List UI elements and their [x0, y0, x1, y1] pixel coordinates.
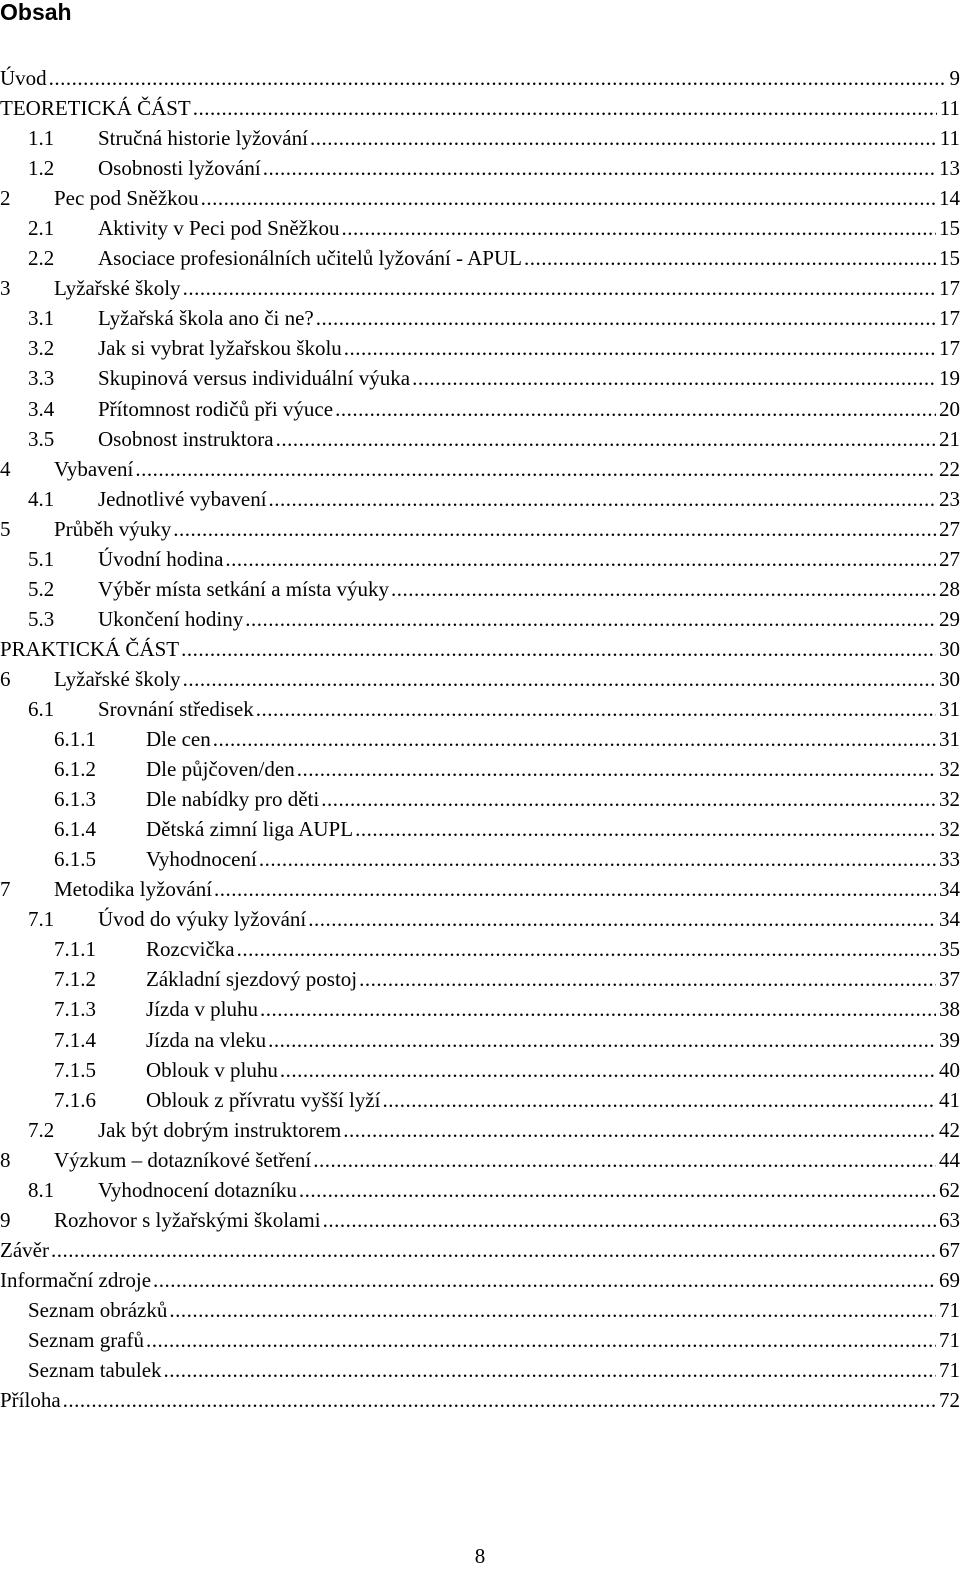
- toc-entry-page: 33: [939, 844, 960, 874]
- toc-entry-page: 34: [939, 874, 960, 904]
- toc-entry-number: 6.1.1: [54, 724, 146, 754]
- toc-entry-label: TEORETICKÁ ČÁST: [0, 93, 191, 123]
- toc-entry-number: 8: [0, 1145, 54, 1175]
- toc-entry-number: 1.2: [28, 153, 98, 183]
- toc-entry-page: 19: [939, 363, 960, 393]
- toc-entry-label: Osobnosti lyžování: [98, 153, 261, 183]
- toc-entry-page: 72: [939, 1385, 960, 1415]
- toc-entry-page: 13: [939, 153, 960, 183]
- toc-entry-label: Lyžařská škola ano či ne?: [98, 303, 314, 333]
- toc-entry[interactable]: [0, 484, 960, 514]
- toc-entry-page: 21: [939, 424, 960, 454]
- toc-entry-number: 3.4: [28, 394, 98, 424]
- toc-entry-number: 7.1.4: [54, 1025, 146, 1055]
- toc-entry-page: 39: [939, 1025, 960, 1055]
- toc-entry-number: 1.1: [28, 123, 98, 153]
- toc-entry-page: 71: [939, 1355, 960, 1385]
- toc-entry-page: 69: [939, 1265, 960, 1295]
- toc-entry-label: Oblouk z přívratu vyšší lyží: [146, 1085, 380, 1115]
- toc-entry[interactable]: [0, 1085, 960, 1115]
- toc-entry-page: 34: [939, 904, 960, 934]
- toc-entry-number: 5.2: [28, 574, 98, 604]
- toc-entry[interactable]: [0, 724, 960, 754]
- toc-entry-page: 62: [939, 1175, 960, 1205]
- toc-entry[interactable]: [0, 1355, 960, 1385]
- toc-entry-page: 23: [939, 484, 960, 514]
- toc-entry-number: 3.5: [28, 424, 98, 454]
- toc-entry-label: Dle nabídky pro děti: [146, 784, 319, 814]
- toc-entry-number: 5.3: [28, 604, 98, 634]
- toc-entry-number: 7.1.5: [54, 1055, 146, 1085]
- toc-entry-label: Seznam obrázků: [28, 1295, 167, 1325]
- toc-entry-label: Jízda v pluhu: [146, 994, 258, 1024]
- dot-leader: [153, 1265, 936, 1295]
- dot-leader: [259, 844, 936, 874]
- toc-entry-page: 30: [939, 664, 960, 694]
- toc-entry[interactable]: [0, 1175, 960, 1205]
- toc-entry-page: 30: [939, 634, 960, 664]
- toc-entry-page: 38: [939, 994, 960, 1024]
- toc-entry-page: 15: [939, 213, 960, 243]
- toc-entry-page: 35: [939, 934, 960, 964]
- toc-entry-label: Seznam grafů: [28, 1325, 144, 1355]
- toc-entry-page: 44: [939, 1145, 960, 1175]
- toc-entry-number: 2.1: [28, 213, 98, 243]
- dot-leader: [269, 484, 936, 514]
- dot-leader: [344, 333, 936, 363]
- dot-leader: [308, 904, 936, 934]
- toc-entry-label: Jak si vybrat lyžařskou školu: [98, 333, 342, 363]
- toc-entry-number: 3.2: [28, 333, 98, 363]
- toc-entry-label: Průběh výuky: [54, 514, 171, 544]
- toc-entry[interactable]: [0, 994, 960, 1024]
- toc-entry-label: Ukončení hodiny: [98, 604, 243, 634]
- toc-entry-page: 63: [939, 1205, 960, 1235]
- dot-leader: [193, 93, 937, 123]
- toc-entry-page: 67: [939, 1235, 960, 1265]
- toc-entry-label: Úvod: [0, 63, 47, 93]
- toc-entry[interactable]: [0, 183, 960, 213]
- toc-entry-label: Seznam tabulek: [28, 1355, 162, 1385]
- toc-entry-label: Oblouk v pluhu: [146, 1055, 278, 1085]
- dot-leader: [321, 784, 936, 814]
- dot-leader: [341, 213, 936, 243]
- dot-leader: [323, 1205, 936, 1235]
- toc-entry-number: 7.1.1: [54, 934, 146, 964]
- toc-entry[interactable]: [0, 243, 960, 273]
- toc-entry-page: 71: [939, 1295, 960, 1325]
- toc-entry-number: 5: [0, 514, 54, 544]
- toc-entry[interactable]: [0, 664, 960, 694]
- toc-entry-label: Přítomnost rodičů při výuce: [98, 394, 333, 424]
- dot-leader: [183, 273, 936, 303]
- toc-entry[interactable]: [0, 754, 960, 784]
- toc-entry-number: 4: [0, 454, 54, 484]
- toc-entry-number: 7.1.3: [54, 994, 146, 1024]
- toc-entry-page: 22: [939, 454, 960, 484]
- dot-leader: [237, 934, 936, 964]
- toc-entry-number: 7.1.6: [54, 1085, 146, 1115]
- dot-leader: [135, 454, 936, 484]
- dot-leader: [313, 1145, 936, 1175]
- dot-leader: [245, 604, 936, 634]
- toc-entry-page: 32: [939, 754, 960, 784]
- dot-leader: [260, 994, 936, 1024]
- dot-leader: [183, 664, 936, 694]
- toc-entry-number: 2: [0, 183, 54, 213]
- toc-entry-label: Jednotlivé vybavení: [98, 484, 267, 514]
- toc-entry[interactable]: [0, 424, 960, 454]
- toc-entry-label: PRAKTICKÁ ČÁST: [0, 634, 179, 664]
- dot-leader: [263, 153, 936, 183]
- dot-leader: [355, 814, 936, 844]
- dot-leader: [335, 394, 936, 424]
- dot-leader: [201, 183, 936, 213]
- toc-entry-number: 4.1: [28, 484, 98, 514]
- dot-leader: [297, 754, 936, 784]
- toc-entry-page: 31: [939, 724, 960, 754]
- dot-leader: [256, 694, 936, 724]
- toc-entry[interactable]: [0, 394, 960, 424]
- toc-entry-label: Základní sjezdový postoj: [146, 964, 357, 994]
- toc-entry-page: 11: [940, 123, 960, 153]
- toc-entry-page: 14: [939, 183, 960, 213]
- dot-leader: [173, 514, 936, 544]
- dot-leader: [146, 1325, 936, 1355]
- toc-entry[interactable]: [0, 363, 960, 393]
- dot-leader: [299, 1175, 936, 1205]
- toc-entry-label: Úvodní hodina: [98, 544, 223, 574]
- toc-entry-number: 6.1.4: [54, 814, 146, 844]
- toc-entry-number: 9: [0, 1205, 54, 1235]
- dot-leader: [49, 63, 947, 93]
- dot-leader: [524, 243, 936, 273]
- dot-leader: [268, 1025, 936, 1055]
- toc-entry[interactable]: [0, 123, 960, 153]
- toc-entry-page: 17: [939, 303, 960, 333]
- dot-leader: [343, 1115, 936, 1145]
- toc-entry-label: Dětská zimní liga AUPL: [146, 814, 353, 844]
- toc-entry-label: Závěr: [0, 1235, 49, 1265]
- toc-entry-label: Asociace profesionálních učitelů lyžování - APUL: [98, 243, 522, 273]
- dot-leader: [280, 1055, 936, 1085]
- toc-entry-label: Vyhodnocení dotazníku: [98, 1175, 297, 1205]
- toc-entry-number: 5.1: [28, 544, 98, 574]
- toc-entry[interactable]: [0, 63, 960, 93]
- toc-entry-label: Lyžařské školy: [54, 273, 181, 303]
- toc-entry-number: 3: [0, 273, 54, 303]
- toc-entry-label: Dle půjčoven/den: [146, 754, 295, 784]
- toc-entry[interactable]: [0, 514, 960, 544]
- toc-entry-page: 31: [939, 694, 960, 724]
- dot-leader: [169, 1295, 936, 1325]
- toc-entry[interactable]: [0, 333, 960, 363]
- toc-entry[interactable]: [0, 814, 960, 844]
- toc-entry-page: 28: [939, 574, 960, 604]
- toc-entry-label: Stručná historie lyžování: [98, 123, 308, 153]
- dot-leader: [382, 1085, 936, 1115]
- toc-entry-page: 32: [939, 814, 960, 844]
- toc-entry-page: 9: [950, 63, 960, 93]
- toc-entry[interactable]: [0, 273, 960, 303]
- toc-entry-label: Lyžařské školy: [54, 664, 181, 694]
- toc-entry-page: 27: [939, 514, 960, 544]
- toc-entry[interactable]: [0, 1025, 960, 1055]
- toc-entry-page: 17: [939, 333, 960, 363]
- toc-entry-page: 32: [939, 784, 960, 814]
- toc-entry-number: 6.1.2: [54, 754, 146, 784]
- dot-leader: [316, 303, 936, 333]
- toc-entry-number: 8.1: [28, 1175, 98, 1205]
- toc-entry[interactable]: [0, 694, 960, 724]
- toc-entry-number: 7: [0, 874, 54, 904]
- toc-entry[interactable]: [0, 1145, 960, 1175]
- toc-entry-label: Výběr místa setkání a místa výuky: [98, 574, 389, 604]
- toc-entry-page: 71: [939, 1325, 960, 1355]
- toc-entry[interactable]: [0, 93, 960, 123]
- page-number: 8: [0, 1541, 960, 1571]
- dot-leader: [51, 1235, 936, 1265]
- toc-entry[interactable]: [0, 1295, 960, 1325]
- dot-leader: [164, 1355, 936, 1385]
- toc-entry-label: Skupinová versus individuální výuka: [98, 363, 410, 393]
- dot-leader: [63, 1385, 936, 1415]
- dot-leader: [310, 123, 937, 153]
- toc-entry-page: 15: [939, 243, 960, 273]
- dot-leader: [412, 363, 936, 393]
- toc-entry-number: 7.1.2: [54, 964, 146, 994]
- toc-entry[interactable]: [0, 213, 960, 243]
- toc-entry-number: 3.1: [28, 303, 98, 333]
- toc-entry[interactable]: [0, 544, 960, 574]
- dot-leader: [181, 634, 936, 664]
- toc-entry-label: Výzkum – dotazníkové šetření: [54, 1145, 311, 1175]
- toc-entry-number: 6.1.3: [54, 784, 146, 814]
- dot-leader: [214, 874, 936, 904]
- toc-entry-page: 11: [940, 93, 960, 123]
- table-of-contents: [0, 63, 960, 1415]
- toc-entry[interactable]: [0, 784, 960, 814]
- toc-entry[interactable]: [0, 153, 960, 183]
- dot-leader: [213, 724, 936, 754]
- toc-entry-page: 41: [939, 1085, 960, 1115]
- toc-entry[interactable]: [0, 1055, 960, 1085]
- toc-entry[interactable]: [0, 1115, 960, 1145]
- toc-entry[interactable]: [0, 874, 960, 904]
- toc-entry-label: Rozcvička: [146, 934, 235, 964]
- toc-entry-label: Jak být dobrým instruktorem: [98, 1115, 341, 1145]
- toc-entry-number: 7.1: [28, 904, 98, 934]
- toc-entry[interactable]: [0, 574, 960, 604]
- toc-entry-label: Pec pod Sněžkou: [54, 183, 199, 213]
- toc-entry-label: Úvod do výuky lyžování: [98, 904, 306, 934]
- toc-entry-page: 37: [939, 964, 960, 994]
- toc-entry[interactable]: [0, 1235, 960, 1265]
- toc-entry-label: Aktivity v Peci pod Sněžkou: [98, 213, 339, 243]
- toc-entry-page: 27: [939, 544, 960, 574]
- toc-entry-label: Vybavení: [54, 454, 133, 484]
- toc-entry[interactable]: [0, 634, 960, 664]
- toc-entry[interactable]: [0, 1205, 960, 1235]
- toc-entry-label: Rozhovor s lyžařskými školami: [54, 1205, 321, 1235]
- toc-entry[interactable]: [0, 934, 960, 964]
- toc-entry-label: Vyhodnocení: [146, 844, 257, 874]
- toc-entry[interactable]: [0, 904, 960, 934]
- toc-entry-label: Informační zdroje: [0, 1265, 151, 1295]
- toc-entry-page: 17: [939, 273, 960, 303]
- toc-entry-label: Osobnost instruktora: [98, 424, 274, 454]
- toc-entry-label: Metodika lyžování: [54, 874, 212, 904]
- toc-entry-number: 2.2: [28, 243, 98, 273]
- toc-entry[interactable]: [0, 1385, 960, 1415]
- toc-entry[interactable]: [0, 604, 960, 634]
- toc-entry-page: 20: [939, 394, 960, 424]
- toc-entry-page: 42: [939, 1115, 960, 1145]
- toc-entry-number: 7.2: [28, 1115, 98, 1145]
- toc-entry-number: 3.3: [28, 363, 98, 393]
- toc-entry-page: 40: [939, 1055, 960, 1085]
- dot-leader: [225, 544, 936, 574]
- toc-title: Obsah: [0, 0, 72, 28]
- toc-entry[interactable]: [0, 844, 960, 874]
- toc-entry-number: 6.1.5: [54, 844, 146, 874]
- toc-entry-label: Příloha: [0, 1385, 61, 1415]
- dot-leader: [359, 964, 936, 994]
- toc-entry[interactable]: [0, 1325, 960, 1355]
- dot-leader: [391, 574, 936, 604]
- toc-entry-page: 29: [939, 604, 960, 634]
- toc-entry[interactable]: [0, 964, 960, 994]
- toc-entry-number: 6: [0, 664, 54, 694]
- dot-leader: [276, 424, 936, 454]
- toc-entry-number: 6.1: [28, 694, 98, 724]
- toc-entry[interactable]: [0, 303, 960, 333]
- toc-entry-label: Dle cen: [146, 724, 211, 754]
- toc-entry-label: Srovnání středisek: [98, 694, 254, 724]
- toc-entry-label: Jízda na vleku: [146, 1025, 266, 1055]
- toc-entry[interactable]: [0, 454, 960, 484]
- toc-entry[interactable]: [0, 1265, 960, 1295]
